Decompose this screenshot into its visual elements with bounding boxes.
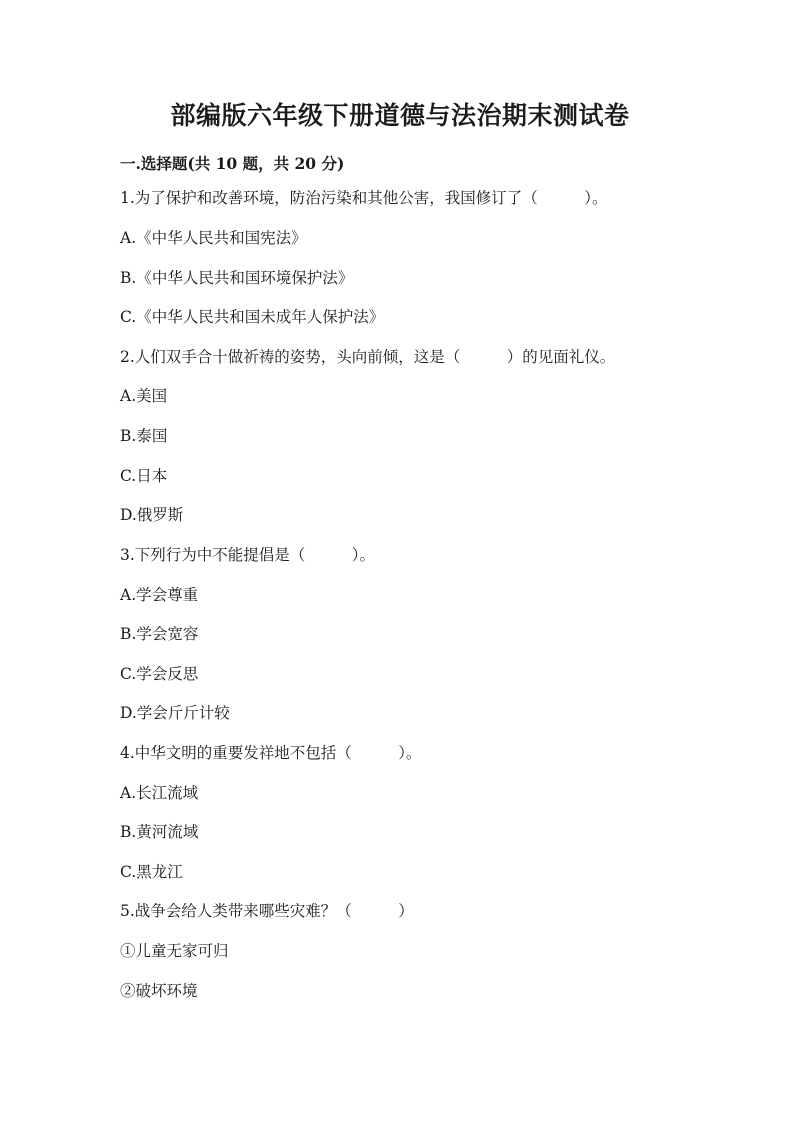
question-3-option-c: C.学会反思 bbox=[120, 665, 199, 683]
question-1-option-a: A.《中华人民共和国宪法》 bbox=[120, 229, 307, 247]
question-3-option-a: A.学会尊重 bbox=[120, 586, 199, 604]
question-1-option-c: C.《中华人民共和国未成年人保护法》 bbox=[120, 308, 385, 326]
question-3-option-b: B.学会宽容 bbox=[120, 625, 199, 643]
question-2-option-c: C.日本 bbox=[120, 467, 168, 485]
question-2-option-d: D.俄罗斯 bbox=[120, 506, 184, 524]
question-1-stem: 1.为了保护和改善环境，防治污染和其他公害，我国修订了（ ）。 bbox=[120, 189, 608, 207]
question-2-stem: 2.人们双手合十做祈祷的姿势，头向前倾，这是（ ）的见面礼仪。 bbox=[120, 348, 616, 366]
question-4-stem: 4.中华文明的重要发祥地不包括（ ）。 bbox=[120, 744, 422, 762]
question-4-option-b: B.黄河流域 bbox=[120, 823, 199, 841]
question-5-option-2: ②破坏环境 bbox=[120, 982, 198, 1000]
question-4-option-c: C.黑龙江 bbox=[120, 863, 183, 881]
question-2-option-b: B.泰国 bbox=[120, 427, 168, 445]
question-3-stem: 3.下列行为中不能提倡是（ ）。 bbox=[120, 546, 376, 564]
question-1-option-b: B.《中华人民共和国环境保护法》 bbox=[120, 269, 354, 287]
question-5-stem: 5.战争会给人类带来哪些灾难？（ ） bbox=[120, 902, 414, 920]
exam-title: 部编版六年级下册道德与法治期末测试卷 bbox=[170, 101, 630, 130]
section-heading: 一.选择题(共 10 题，共 20 分) bbox=[120, 154, 345, 173]
question-3-option-d: D.学会斤斤计较 bbox=[120, 704, 230, 722]
question-4-option-a: A.长江流域 bbox=[120, 784, 199, 802]
question-5-option-1: ①儿童无家可归 bbox=[120, 942, 229, 960]
question-2-option-a: A.美国 bbox=[120, 387, 168, 405]
